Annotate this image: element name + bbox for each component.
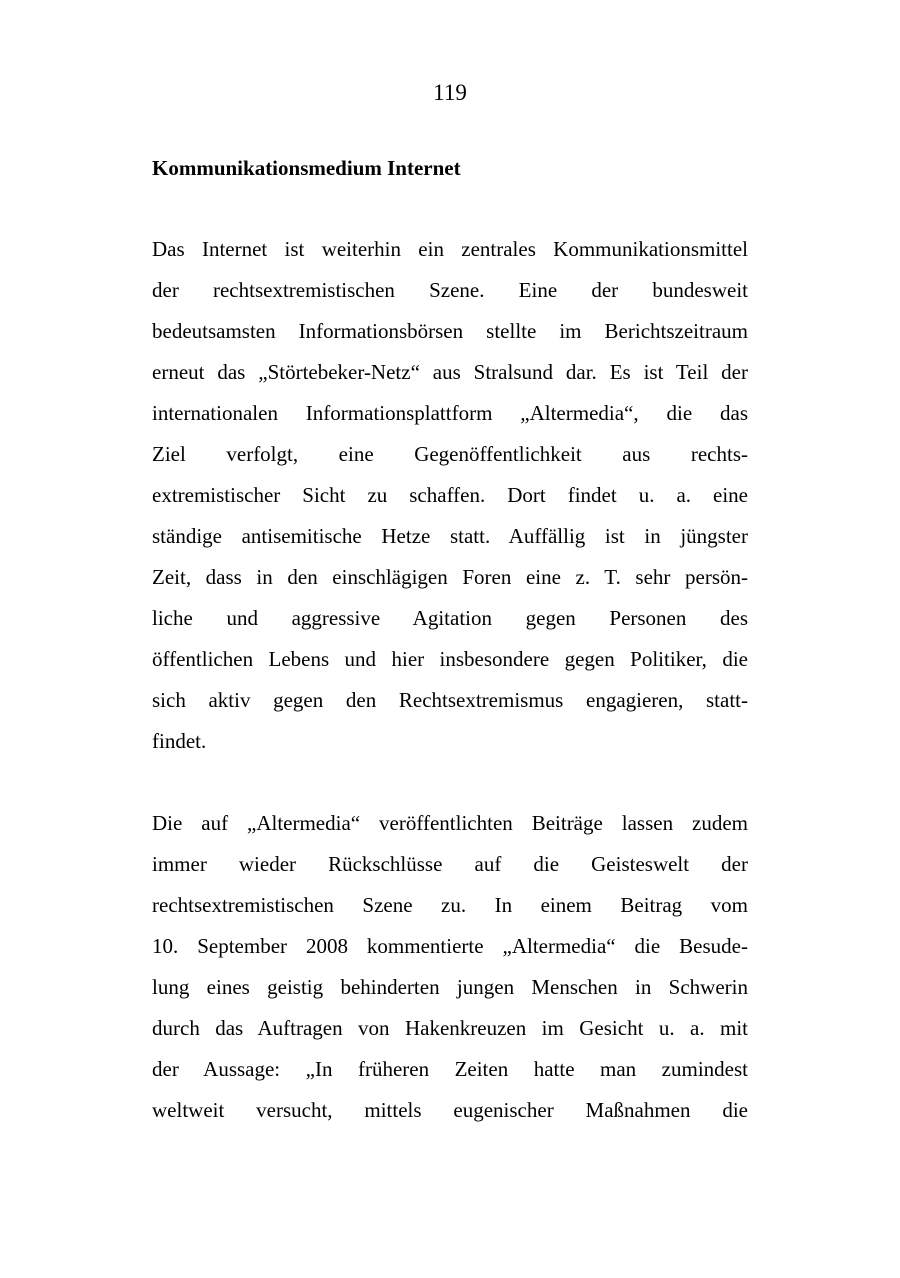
text-line: extremistischer Sicht zu schaffen. Dort findet u. a. eine [152, 483, 748, 507]
text-line: weltweit versucht, mittels eugenischer Maßnahmen die [152, 1098, 748, 1122]
page-number: 119 [433, 80, 467, 105]
text-line: bedeutsamsten Informationsbörsen stellte im Berichtszeitraum [152, 319, 748, 343]
text-line: der rechtsextremistischen Szene. Eine der bundesweit [152, 278, 748, 302]
text-line: Das Internet ist weiterhin ein zentrales Kommunikationsmittel [152, 237, 748, 261]
text-line: liche und aggressive Agitation gegen Personen des [152, 606, 748, 630]
text-line: lung eines geistig behinderten jungen Menschen in Schwerin [152, 975, 748, 999]
text-line: 10. September 2008 kommentierte „Altermedia“ die Besude- [152, 934, 748, 958]
text-line: immer wieder Rückschlüsse auf die Geisteswelt der [152, 852, 748, 876]
text-line: Ziel verfolgt, eine Gegenöffentlichkeit aus rechts- [152, 442, 748, 466]
text-line: erneut das „Störtebeker-Netz“ aus Stralsund dar. Es ist Teil der [152, 360, 748, 384]
section-heading: Kommunikationsmedium Internet [152, 156, 461, 180]
text-line: öffentlichen Lebens und hier insbesondere gegen Politiker, die [152, 647, 748, 671]
text-line: durch das Auftragen von Hakenkreuzen im Gesicht u. a. mit [152, 1016, 748, 1040]
text-line: der Aussage: „In früheren Zeiten hatte man zumindest [152, 1057, 748, 1081]
text-line: internationalen Informationsplattform „Altermedia“, die das [152, 401, 748, 425]
text-line: rechtsextremistischen Szene zu. In einem Beitrag vom [152, 893, 748, 917]
text-line: ständige antisemitische Hetze statt. Auffällig ist in jüngster [152, 524, 748, 548]
body-paragraph [152, 234, 748, 767]
text-line: sich aktiv gegen den Rechtsextremismus engagieren, statt- [152, 688, 748, 712]
text-line: findet. [152, 729, 207, 753]
text-line: Zeit, dass in den einschlägigen Foren eine z. T. sehr persön- [152, 565, 748, 589]
text-line: Die auf „Altermedia“ veröffentlichten Beiträge lassen zudem [152, 811, 748, 835]
body-paragraph [152, 808, 748, 1136]
